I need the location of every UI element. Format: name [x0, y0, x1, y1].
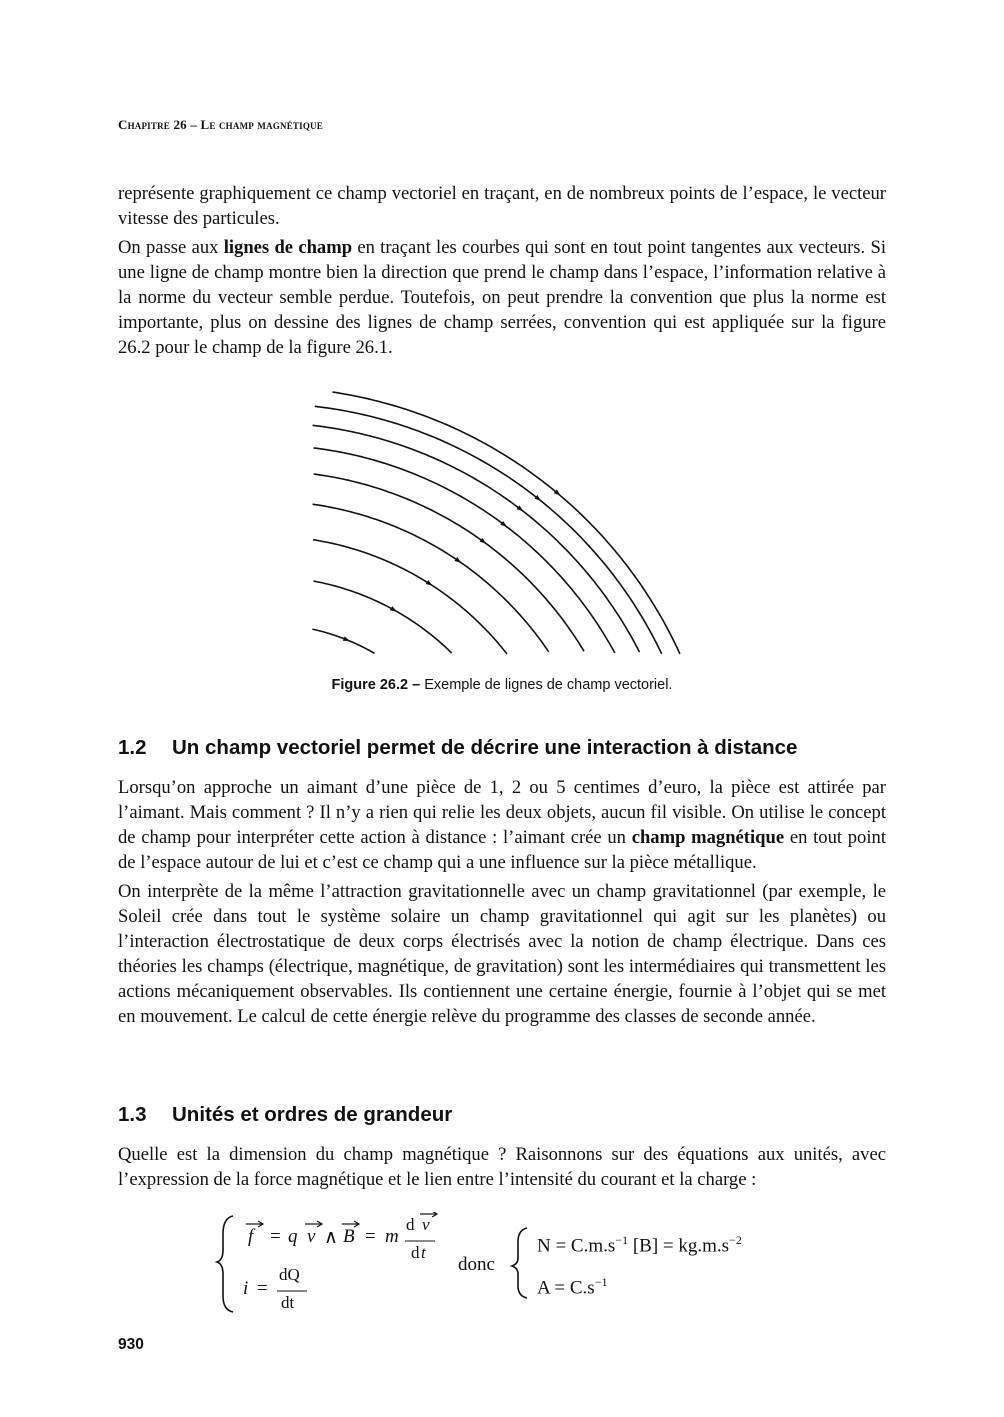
fraction-num-v: v: [422, 1215, 430, 1234]
section-1-2-paragraph-1: [118, 775, 886, 875]
unit-B-exp: −2: [729, 1233, 742, 1247]
eq-equals-1: =: [270, 1226, 281, 1247]
donc-label: donc: [458, 1254, 495, 1275]
eq-equals-3: =: [257, 1278, 268, 1299]
unit-ampere-exp: −1: [594, 1275, 608, 1289]
section-1-3-paragraph-1: Quelle est la dimension du champ magnétique ? Raisonnons sur des équations aux unités, avec l’expression de la force magnétique et le lien entre l’intensité du courant et la charge :: [118, 1144, 886, 1190]
fraction-den-t: t: [421, 1243, 426, 1262]
unit-ampere: A = C.s: [537, 1277, 595, 1299]
intro-p2-text-b: en traçant les courbes qui sont en tout point tangentes aux vecteurs. Si une ligne de champ montre bien la direction que prend le champ dans l’espace, l’information relative à la norme du vecteur semble perdue. Toutefois, on peut prendre la convention que plus la norme est importante, plus on dessine des lignes de champ serrées, convention qui est appliquée sur la figure 26.2 pour le champ de la figure 26.1.: [118, 237, 886, 358]
section-1-2-paragraph-2: On interprète de la même l’attraction gravitationnelle avec un champ gravitationnel (par exemple, le Soleil crée dans tout le système solaire un champ gravitationnel qui agit sur les planètes) ou l’interaction électrostatique de deux corps électrisés avec la notion de champ électrique. Dans ces théories les champs (électrique, magnétique, de gravitation) sont les intermédiaires qui transmettent les actions mécaniquement observables. Ils contiennent une certaine énergie, fournie à l’objet qui se met en mouvement. Le calcul de cette énergie relève du programme des classes de seconde année.: [118, 881, 886, 1027]
fraction-dQ: dQ: [279, 1265, 300, 1284]
unit-line-1: [537, 1233, 742, 1257]
symbol-m: m: [385, 1226, 399, 1247]
section-1-3-text: [118, 1142, 886, 1196]
field-arrowhead-icon: [390, 606, 397, 611]
unit-B: [B] = kg.m.s: [632, 1235, 730, 1257]
term-champ-magnetique: champ magnétique: [631, 827, 785, 848]
field-line: [313, 425, 640, 652]
unit-newton-exp: −1: [615, 1233, 629, 1247]
section-number: 1.3: [118, 1103, 147, 1126]
symbol-v: v: [307, 1226, 316, 1247]
symbol-i: i: [243, 1278, 249, 1299]
caption-text: Exemple de lignes de champ vectoriel.: [424, 677, 673, 693]
section-title: Un champ vectoriel permet de décrire une interaction à distance: [172, 736, 798, 759]
intro-p2-text-a: On passe aux: [118, 237, 224, 258]
symbol-B: B: [343, 1226, 355, 1247]
symbol-f: f: [248, 1226, 254, 1247]
field-line: [312, 629, 374, 653]
fraction-dt: dt: [281, 1293, 295, 1312]
term-lignes-de-champ: lignes de champ: [223, 237, 353, 258]
field-line: [314, 474, 584, 651]
section-title: Unités et ordres de grandeur: [172, 1103, 453, 1126]
section-heading-1-3: [118, 1103, 452, 1127]
field-line: [315, 406, 662, 654]
s12-p1-text-b: en tout point de l’espace autour de lui et c’est ce champ qui a une influence sur la pièce métallique.: [118, 827, 886, 873]
running-header: [118, 117, 323, 133]
section-number: 1.2: [118, 736, 147, 759]
unit-equations: [215, 1212, 815, 1317]
header-separator: –: [190, 117, 197, 132]
unit-line-2: [537, 1275, 608, 1299]
unit-newton: N = C.m.s: [537, 1235, 616, 1257]
field-line: [314, 581, 452, 653]
chapter-label: Chapitre 26: [118, 117, 187, 132]
fraction-num-d: d: [406, 1215, 415, 1234]
field-arrowhead-icon: [343, 636, 350, 641]
symbol-q: q: [288, 1226, 298, 1247]
eq-equals-2: =: [365, 1226, 376, 1247]
chapter-title: Le champ magnétique: [200, 117, 323, 132]
figure-label: Figure 26.2: [331, 677, 409, 693]
section-1-2-text: [118, 775, 886, 1033]
wedge-operator: ∧: [324, 1227, 338, 1248]
figure-caption: [118, 677, 886, 693]
field-lines-figure: [300, 388, 700, 660]
intro-paragraph-1: représente graphiquement ce champ vectoriel en traçant, en de nombreux points de l’espace, le vecteur vitesse des particules.: [118, 183, 886, 229]
caption-dash: –: [412, 677, 421, 693]
fraction-den-d: d: [411, 1243, 420, 1262]
field-lines-diagram: [300, 388, 700, 660]
field-line: [313, 504, 549, 652]
equation-braces: [215, 1212, 815, 1317]
section-heading-1-2: [118, 736, 797, 760]
intro-text-block: [118, 181, 886, 364]
intro-paragraph-2: [118, 235, 886, 360]
page-number: 930: [118, 1336, 144, 1353]
field-line: [313, 540, 507, 654]
field-arrowhead-icon: [426, 580, 433, 586]
s12-p1-text-a: Lorsqu’on approche un aimant d’une pièce de 1, 2 ou 5 centimes d’euro, la pièce est attirée par l’aimant. Mais comment ? Il n’y a rien qui relie les deux objets, aucun fil visible. On utilise le concept de champ pour interpréter cette action à distance : l’aimant crée un: [118, 777, 886, 848]
